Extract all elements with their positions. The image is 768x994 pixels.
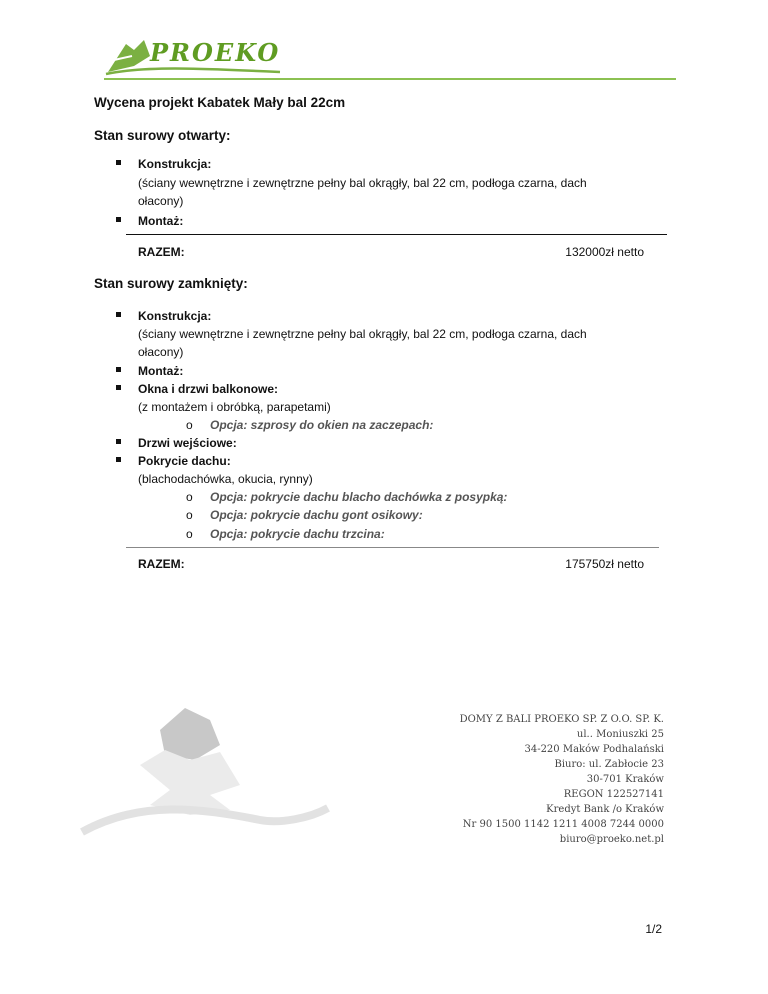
option-marker: o bbox=[186, 418, 193, 432]
address-line: ul.. Moniuszki 25 bbox=[576, 729, 664, 740]
option-roof: Opcja: pokrycie dachu blacho dachówka z posypką: bbox=[210, 490, 508, 504]
item-description: (z montażem i obróbką, parapetami) bbox=[138, 400, 331, 414]
total-label: RAZEM: bbox=[138, 245, 185, 259]
item-description: ołacony) bbox=[138, 194, 184, 208]
address-line: 34-220 Maków Podhalański bbox=[524, 744, 664, 755]
section-heading-closed: Stan surowy zamknięty: bbox=[94, 276, 248, 291]
bullet bbox=[116, 457, 121, 462]
option-marker: o bbox=[186, 490, 193, 504]
item-label: Drzwi wejściowe: bbox=[138, 436, 237, 450]
bullet bbox=[116, 439, 121, 444]
item-label: Pokrycie dachu: bbox=[138, 454, 231, 468]
option-roof: Opcja: pokrycie dachu trzcina: bbox=[210, 527, 385, 541]
item-description: (ściany wewnętrzne i zewnętrzne pełny bal okrągły, bal 22 cm, podłoga czarna, dach bbox=[138, 176, 587, 190]
total-value: 132000zł netto bbox=[565, 245, 644, 259]
item-description: (ściany wewnętrzne i zewnętrzne pełny bal okrągły, bal 22 cm, podłoga czarna, dach bbox=[138, 327, 587, 341]
logo-text: PROEKO bbox=[150, 38, 281, 67]
option-windows: Opcja: szprosy do okien na zaczepach: bbox=[210, 418, 434, 432]
address-line: 30-701 Kraków bbox=[586, 774, 664, 785]
address-line: Nr 90 1500 1142 1211 4008 7244 0000 bbox=[462, 819, 664, 830]
company-address bbox=[460, 712, 664, 847]
item-description: (blachodachówka, okucia, rynny) bbox=[138, 472, 313, 486]
item-label: Montaż: bbox=[138, 214, 184, 228]
header-divider bbox=[104, 78, 676, 80]
section-heading-open: Stan surowy otwarty: bbox=[94, 128, 231, 143]
watermark-logo bbox=[80, 690, 330, 840]
address-line: REGON 122527141 bbox=[563, 789, 664, 800]
address-line: Kredyt Bank /o Kraków bbox=[546, 804, 664, 815]
address-line: DOMY Z BALI PROEKO SP. Z O.O. SP. K. bbox=[459, 714, 664, 725]
bullet bbox=[116, 367, 121, 372]
bullet bbox=[116, 312, 121, 317]
item-description: ołacony) bbox=[138, 345, 184, 359]
total-label: RAZEM: bbox=[138, 557, 185, 571]
item-label: Konstrukcja: bbox=[138, 309, 212, 323]
bullet bbox=[116, 385, 121, 390]
bullet bbox=[116, 217, 121, 222]
option-marker: o bbox=[186, 508, 193, 522]
total-divider bbox=[126, 234, 667, 235]
option-marker: o bbox=[186, 527, 193, 541]
item-label: Montaż: bbox=[138, 364, 184, 378]
total-divider bbox=[126, 547, 659, 548]
page-number: 1/2 bbox=[645, 922, 662, 936]
document-title: Wycena projekt Kabatek Mały bal 22cm bbox=[94, 95, 346, 110]
option-roof: Opcja: pokrycie dachu gont osikowy: bbox=[210, 508, 423, 522]
address-email: biuro@proeko.net.pl bbox=[559, 834, 664, 845]
total-value: 175750zł netto bbox=[565, 557, 644, 571]
item-label: Konstrukcja: bbox=[138, 157, 212, 171]
address-line: Biuro: ul. Zabłocie 23 bbox=[554, 759, 664, 770]
item-label: Okna i drzwi balkonowe: bbox=[138, 382, 279, 396]
bullet bbox=[116, 160, 121, 165]
